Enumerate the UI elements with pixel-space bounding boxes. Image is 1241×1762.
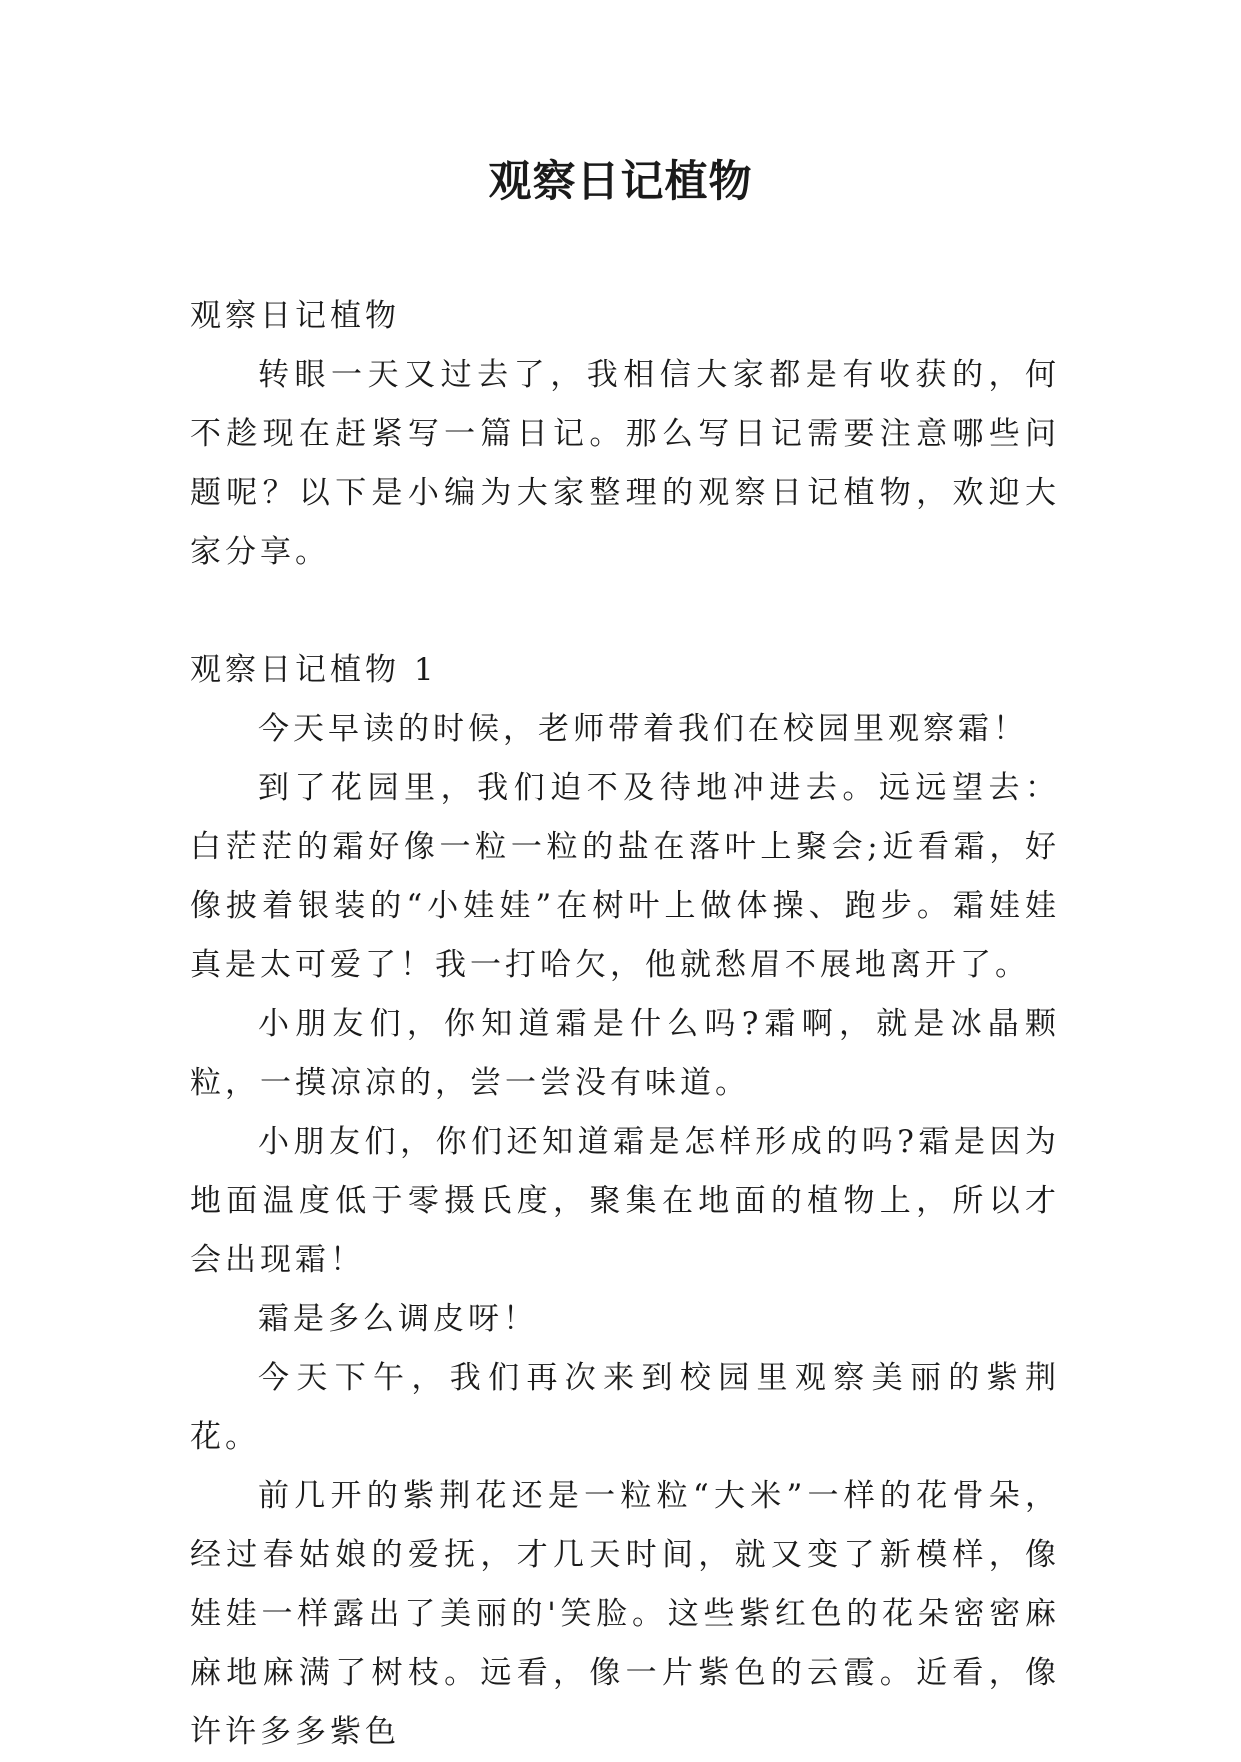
body-paragraph: 今天下午，我们再次来到校园里观察美丽的紫荆花。 bbox=[190, 1360, 1060, 1455]
body-paragraph: 霜是多么调皮呀！ bbox=[258, 1301, 538, 1337]
body-paragraph: 今天早读的时候，老师带着我们在校园里观察霜！ bbox=[258, 711, 1028, 747]
section-spacer bbox=[190, 582, 1060, 641]
intro-paragraph: 转眼一天又过去了，我相信大家都是有收获的，何不趁现在赶紧写一篇日记。那么写日记需要注意哪些问题呢？以下是小编为大家整理的观察日记植物，欢迎大家分享。 bbox=[190, 357, 1060, 570]
body-paragraph: 小朋友们，你们还知道霜是怎样形成的吗?霜是因为地面温度低于零摄氏度，聚集在地面的植物上，所以才会出现霜！ bbox=[190, 1124, 1060, 1278]
document-body bbox=[190, 287, 1060, 1762]
section-heading-1: 观察日记植物 1 bbox=[190, 652, 438, 688]
body-paragraph: 到了花园里，我们迫不及待地冲进去。远远望去：白茫茫的霜好像一粒一粒的盐在落叶上聚会;近看霜，好像披着银装的“小娃娃”在树叶上做体操、跑步。霜娃娃真是太可爱了！我一打哈欠，他就愁眉不展地离开了。 bbox=[190, 770, 1060, 983]
body-paragraph: 前几开的紫荆花还是一粒粒“大米”一样的花骨朵，经过春姑娘的爱抚，才几天时间，就又变了新模样，像娃娃一样露出了美丽的'笑脸。这些紫红色的花朵密密麻麻地麻满了树枝。远看，像一片紫色的云霞。近看，像许许多多紫色 bbox=[190, 1478, 1060, 1750]
body-paragraph: 小朋友们，你知道霜是什么吗?霜啊，就是冰晶颗粒，一摸凉凉的，尝一尝没有味道。 bbox=[190, 1006, 1060, 1101]
document-title: 观察日记植物 bbox=[488, 157, 753, 207]
intro-heading: 观察日记植物 bbox=[190, 298, 400, 334]
